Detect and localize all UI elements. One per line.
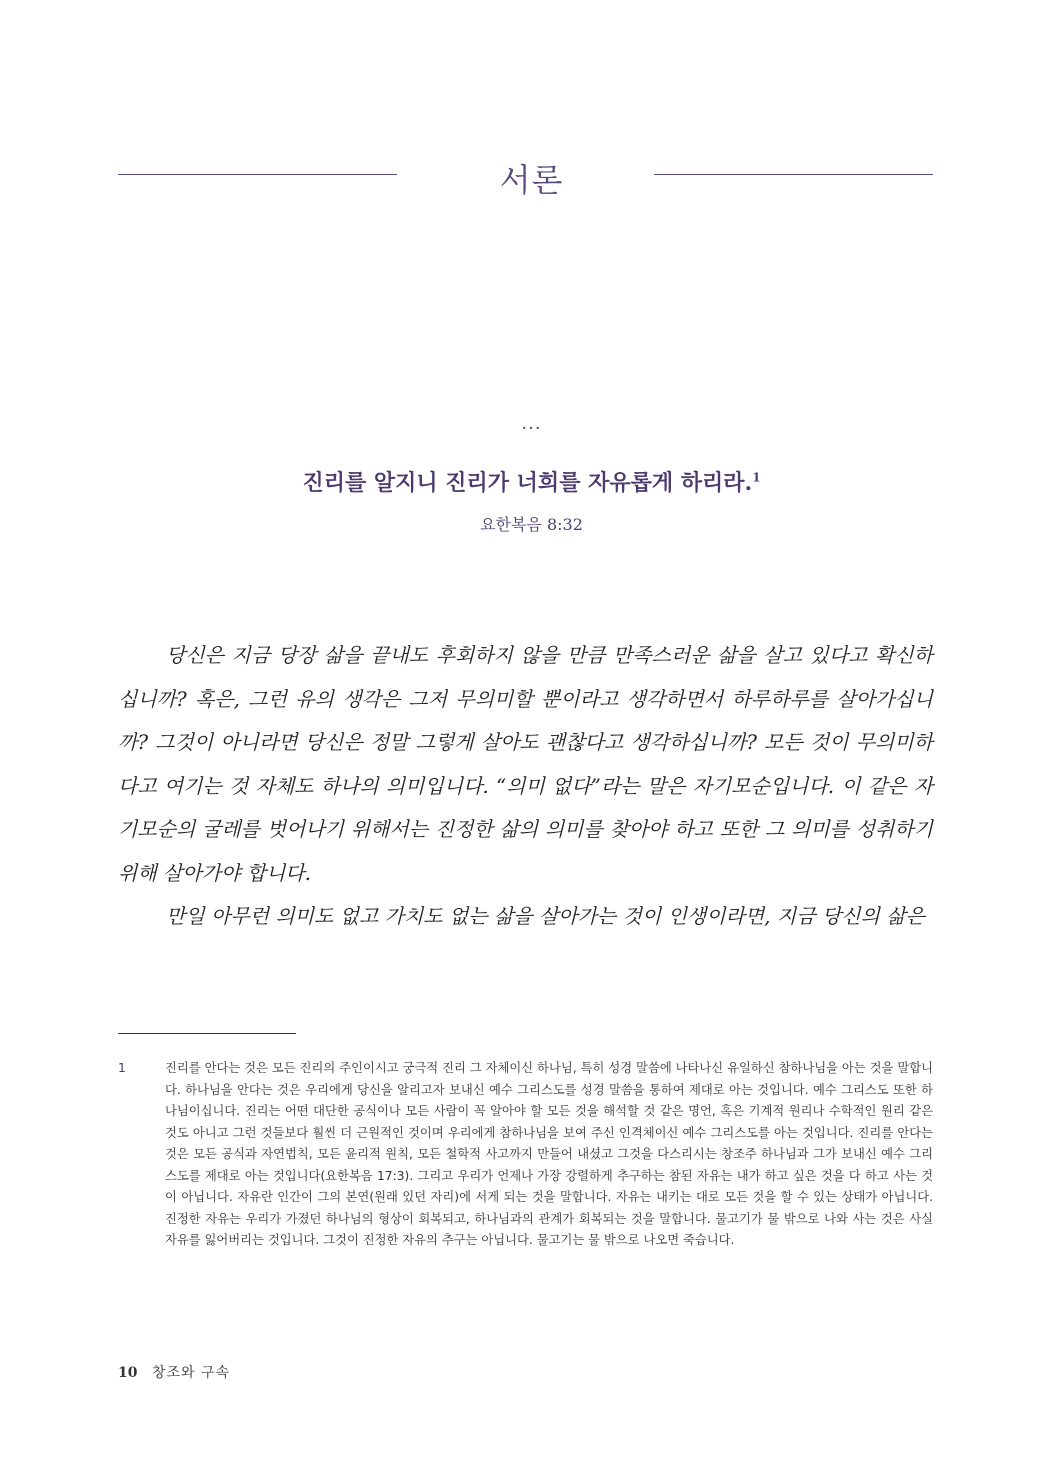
running-book-title: 창조와 구속 bbox=[151, 1365, 231, 1381]
footnote-reference[interactable]: 1 bbox=[752, 470, 761, 485]
body-paragraph-2: 만일 아무런 의미도 없고 가치도 없는 삶을 살아가는 것이 인생이라면, 지금 당신의 삶은 bbox=[166, 904, 925, 928]
epigraph-ornament: ··· bbox=[521, 418, 542, 439]
page-footer bbox=[118, 1362, 230, 1382]
footnote-number: 1 bbox=[118, 1061, 126, 1075]
epigraph-quote: 진리를 알지니 진리가 너희를 자유롭게 하리라. bbox=[302, 470, 753, 496]
body-paragraph-1: 당신은 지금 당장 삶을 끝내도 후회하지 않을 만큼 만족스러운 삶을 살고 있다고 확신하십니까? 혹은, 그런 유의 생각은 그저 무의미할 뿐이라고 생각하면서 하루하루를 살아가십니까? 그것이 아니라면 당신은 정말 그렇게 살아도 괜찮다고 생각하십니까? 모든 것이 무의미하다고 여기는 것 자체도 하나의 의미입니다. “의미 없다”라는 말은 자기모순입니다. 이 같은 자기모순의 굴레를 벗어나기 위해서는 진정한 삶의 의미를 찾아야 하고 또한 그 의미를 성취하기 위해 살아가야 합니다. bbox=[118, 643, 933, 885]
footnote bbox=[118, 1058, 933, 1252]
body-text bbox=[118, 634, 933, 939]
epigraph-quote-block bbox=[0, 466, 1063, 497]
footnote-text: 진리를 안다는 것은 모든 진리의 주인이시고 궁극적 진리 그 자체이신 하나님, 특히 성경 말씀에 나타나신 유일하신 참하나님을 아는 것을 말합니다. 하나님을 안다는 것은 우리에게 당신을 알리고자 보내신 예수 그리스도를 성경 말씀을 통하여 제대로 아는 것입니다. 예수 그리스도 또한 하나님이십니다. 진리는 어떤 대단한 공식이나 모든 사람이 꼭 알아야 할 모든 것을 해석할 것 같은 명언, 혹은 기계적 원리나 수학적인 원리 같은 것도 아니고 그런 것들보다 훨씬 더 근원적인 것이며 우리에게 참하나님을 보여 주신 인격체이신 예수 그리스도를 아는 것입니다. 진리를 안다는 것은 모든 공식과 자연법칙, 모든 윤리적 원칙, 모든 철학적 사고까지 만들어 내셨고 그것을 다스리시는 창조주 하나님과 그가 보내신 예수 그리스도를 제대로 아는 것입니다(요한복음 17:3). 그리고 우리가 언제나 가장 강렬하게 추구하는 참된 자유는 내가 하고 싶은 것을 다 하고 사는 것이 아닙니다. 자유란 인간이 그의 본연(원래 있던 자리)에 서게 되는 것을 말합니다. 자유는 내키는 대로 모든 것을 할 수 있는 상태가 아닙니다. 진정한 자유는 우리가 가졌던 하나님의 형상이 회복되고, 하나님과의 관계가 회복되는 것을 말합니다. 물고기가 물 밖으로 나와 사는 것은 사실 자유를 잃어버리는 것입니다. 그것이 진정한 자유의 추구는 아닙니다. 물고기는 물 밖으로 나오면 죽습니다. bbox=[165, 1061, 933, 1247]
footnote-divider bbox=[118, 1033, 296, 1034]
chapter-title: 서론 bbox=[499, 161, 564, 199]
page-number: 10 bbox=[118, 1365, 138, 1381]
title-rule-right bbox=[654, 174, 933, 175]
epigraph-source: 요한복음 8:32 bbox=[480, 515, 583, 534]
